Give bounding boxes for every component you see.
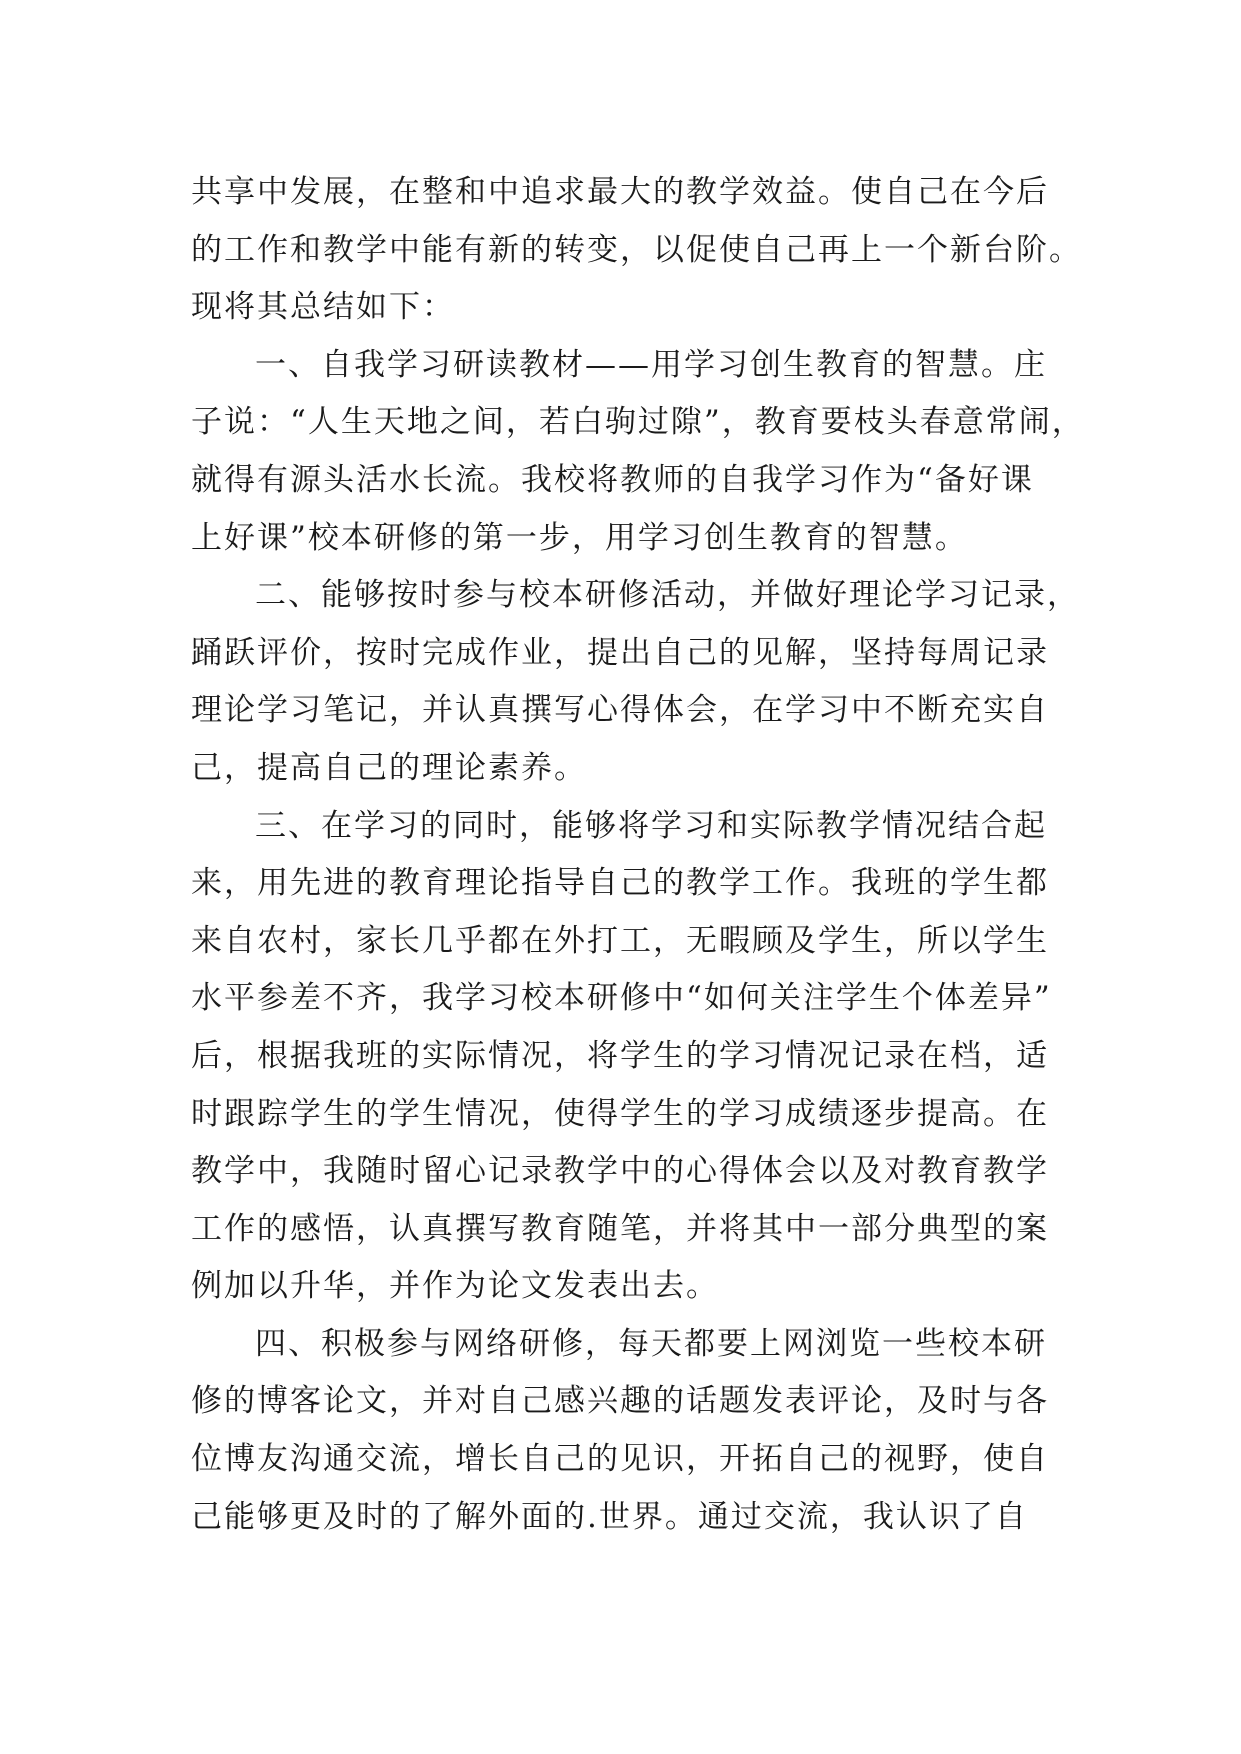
text-line: 就得有源头活水长流。我校将教师的自我学习作为“备好课 <box>191 461 1034 498</box>
text-line: 上好课”校本研修的第一步，用学习创生教育的智慧。 <box>191 519 968 556</box>
text-line: 后，根据我班的实际情况，将学生的学习情况记录在档，适 <box>191 1037 1049 1074</box>
text-line: 三、在学习的同时，能够将学习和实际教学情况结合起 <box>255 807 1047 844</box>
text-line: 时跟踪学生的学生情况，使得学生的学习成绩逐步提高。在 <box>191 1095 1049 1132</box>
text-line: 共享中发展，在整和中追求最大的教学效益。使自己在今后 <box>191 174 1049 210</box>
text-line: 子说：“人生天地之间，若白驹过隙”，教育要枝头春意常闹， <box>191 404 1085 441</box>
text-line: 工作的感悟，认真撰写教育随笔，并将其中一部分典型的案 <box>191 1210 1049 1247</box>
text-line: 己能够更及时的了解外面的.世界。通过交流，我认识了自 <box>191 1498 1028 1535</box>
text-line: 一、自我学习研读教材——用学习创生教育的智慧。庄 <box>255 346 1047 383</box>
text-line: 教学中，我随时留心记录教学中的心得体会以及对教育教学 <box>191 1153 1049 1190</box>
text-line: 修的博客论文，并对自己感兴趣的话题发表评论，及时与各 <box>191 1383 1049 1420</box>
text-line: 来，用先进的教育理论指导自己的教学工作。我班的学生都 <box>191 865 1049 902</box>
text-line: 位博友沟通交流，增长自己的见识，开拓自己的视野，使自 <box>191 1441 1049 1478</box>
text-line: 理论学习笔记，并认真撰写心得体会，在学习中不断充实自 <box>191 692 1049 729</box>
text-line: 四、积极参与网络研修，每天都要上网浏览一些校本研 <box>255 1325 1047 1362</box>
text-line: 的工作和教学中能有新的转变，以促使自己再上一个新台阶。 <box>191 231 1082 268</box>
text-line: 踊跃评价，按时完成作业，提出自己的见解，坚持每周记录 <box>191 634 1049 671</box>
text-line: 来自农村，家长几乎都在外打工，无暇顾及学生，所以学生 <box>191 922 1049 959</box>
text-line: 水平参差不齐，我学习校本研修中“如何关注学生个体差异” <box>191 980 1052 1017</box>
text-line: 二、能够按时参与校本研修活动，并做好理论学习记录， <box>255 577 1080 614</box>
text-line: 己，提高自己的理论素养。 <box>191 749 587 786</box>
document-body <box>191 164 1085 1546</box>
text-line: 例加以升华，并作为论文发表出去。 <box>191 1268 719 1305</box>
text-line: 现将其总结如下： <box>191 289 455 326</box>
